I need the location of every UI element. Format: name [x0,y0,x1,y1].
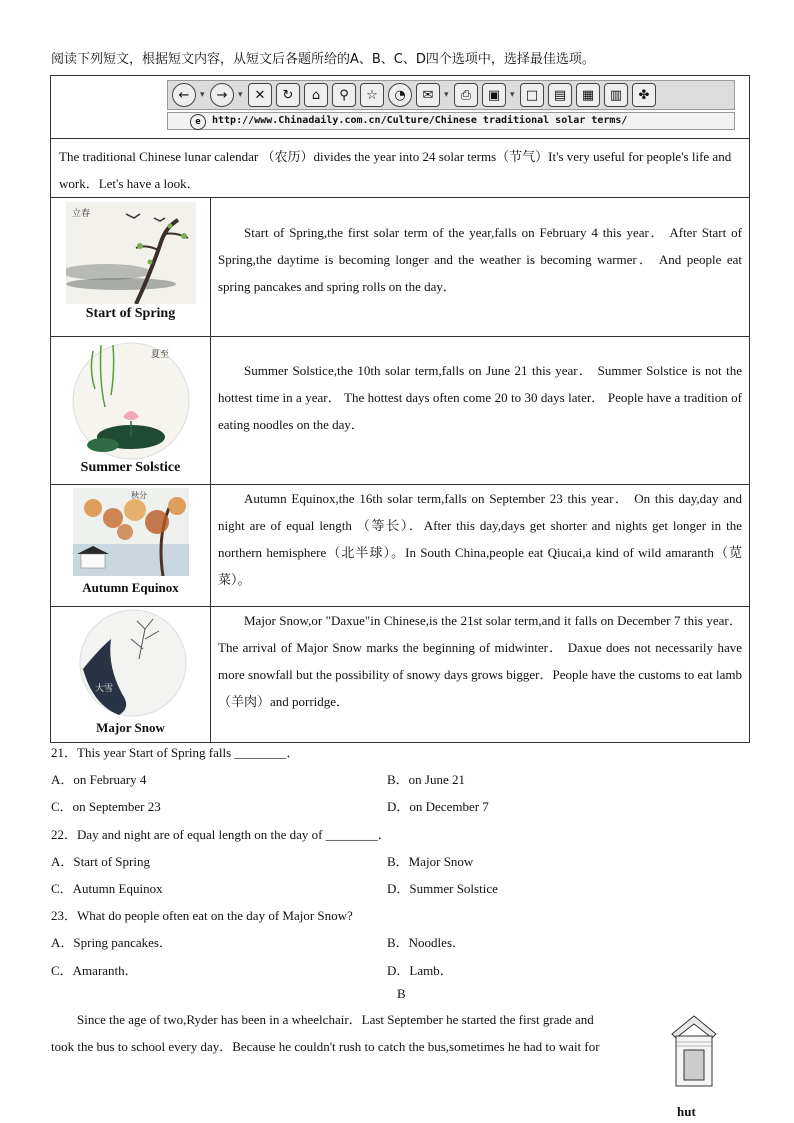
term-image-label: 立春 [72,209,91,219]
term-caption: Major Snow [96,720,165,735]
term-image-cell [51,198,211,337]
dropdown-arrow-icon[interactable]: ▾ [238,90,243,100]
solar-terms-table [50,75,750,743]
instructions: 阅读下列短文，根据短文内容，从短文后各题所给的A、B、C、D四个选项中，选择最佳选项。 [51,52,595,67]
answer-option[interactable]: D．Summer Solstice [387,881,498,896]
intro-paragraph: The traditional Chinese lunar calendar （农历）divides the year into 24 solar terms（节气）It's very useful for people's life and work．Let's have a look． [51,139,750,198]
tools-icon[interactable]: ✤ [632,83,656,107]
forward-icon[interactable]: → [210,83,234,107]
term-image-cell [51,337,211,485]
term-caption: Start of Spring [85,306,176,321]
answer-option[interactable]: A．Spring pancakes． [51,935,172,950]
term-image-label: 夏至 [151,350,170,360]
hut-label: hut [677,1104,696,1119]
dropdown-arrow-icon[interactable]: ▾ [510,90,515,100]
term-description: Start of Spring,the first solar term of the year,falls on February 4 this year． After Start of Spring,the daytime is becoming longer and the weather is becoming warmer． And people eat spring pancakes and spring rolls on the day． [211,198,750,337]
term-image-label: 大雪 [95,684,114,694]
term-image-cell [51,485,211,607]
messenger-icon[interactable]: ▤ [548,83,572,107]
start-of-spring-illustration [66,202,196,304]
mail-icon[interactable]: ✉ [416,83,440,107]
home-icon[interactable]: ⌂ [304,83,328,107]
url-text: http://www.Chinadaily.com.cn/Culture/Chinese traditional solar terms/ [212,115,628,126]
answer-option[interactable]: B．on June 21 [387,772,466,787]
term-description: Summer Solstice,the 10th solar term,falls on June 21 this year． Summer Solstice is not the hottest time in a year． The hottest days often come 20 to 30 days later． People have a tradition of eating noodles on the day． [211,337,750,485]
address-bar[interactable] [167,112,735,130]
refresh-icon[interactable]: ↻ [276,83,300,107]
edit-icon[interactable]: ▣ [482,83,506,107]
answer-option[interactable]: A．on February 4 [51,772,147,787]
answer-option[interactable]: C．Amaranth． [51,963,138,978]
answer-option[interactable]: C．Autumn Equinox [51,881,163,896]
discuss-icon[interactable]: □ [520,83,544,107]
passage-b-text: Since the age of two,Ryder has been in a wheelchair．Last September he started the first grade and took the bus to school every day．Because he couldn't rush to catch the bus,sometimes he had to wait for [51,1012,600,1054]
term-image-label: 秋分 [131,491,147,500]
answer-option[interactable]: B．Noodles． [387,935,466,950]
term-image-cell [51,607,211,743]
notes-icon[interactable]: ▦ [576,83,600,107]
answer-option[interactable]: D．Lamb． [387,963,453,978]
answer-option[interactable]: B．Major Snow [387,854,474,869]
hut-illustration [668,1012,720,1090]
research-icon[interactable]: ▥ [604,83,628,107]
term-description: Major Snow,or "Daxue"in Chinese,is the 21st solar term,and it falls on December 7 this year． The arrival of Major Snow marks the beginning of midwinter． Daxue does not necessarily have more snowfall but the possibility of snowy days grows bigger．People have the customs to eat lamb （羊肉）and porridge． [211,607,750,743]
term-description: Autumn Equinox,the 16th solar term,falls on September 23 this year． On this day,day and night are of equal length （等长）．After this day,days get shorter and nights get longer in the northern hemisphere（北半球）。In South China,people eat Qiucai,a kind of wild amaranth（苋菜）。 [211,485,750,607]
dropdown-arrow-icon[interactable]: ▾ [200,90,205,100]
back-icon[interactable]: ← [172,83,196,107]
answer-option[interactable]: C．on September 23 [51,799,161,814]
stop-icon[interactable]: ✕ [248,83,272,107]
print-icon[interactable]: ⎙ [454,83,478,107]
dropdown-arrow-icon[interactable]: ▾ [444,90,449,100]
section-heading: B [397,986,406,1001]
major-snow-illustration [79,609,187,717]
browser-toolbar [167,80,735,110]
favorites-star-icon[interactable]: ☆ [360,83,384,107]
term-caption: Autumn Equinox [82,580,179,595]
summer-solstice-illustration [71,341,191,461]
answer-option[interactable]: D．on December 7 [387,799,489,814]
page-icon: e [190,114,206,130]
search-icon[interactable]: ⚲ [332,83,356,107]
browser-header [51,76,750,139]
question-stem: 21．This year Start of Spring falls ________． [51,745,300,760]
question-stem: 22．Day and night are of equal length on the day of ________． [51,827,391,842]
history-icon[interactable]: ◔ [388,83,412,107]
answer-option[interactable]: A．Start of Spring [51,854,150,869]
question-stem: 23．What do people often eat on the day of Major Snow? [51,908,353,923]
term-caption: Summer Solstice [80,460,181,475]
autumn-equinox-illustration [73,488,189,576]
